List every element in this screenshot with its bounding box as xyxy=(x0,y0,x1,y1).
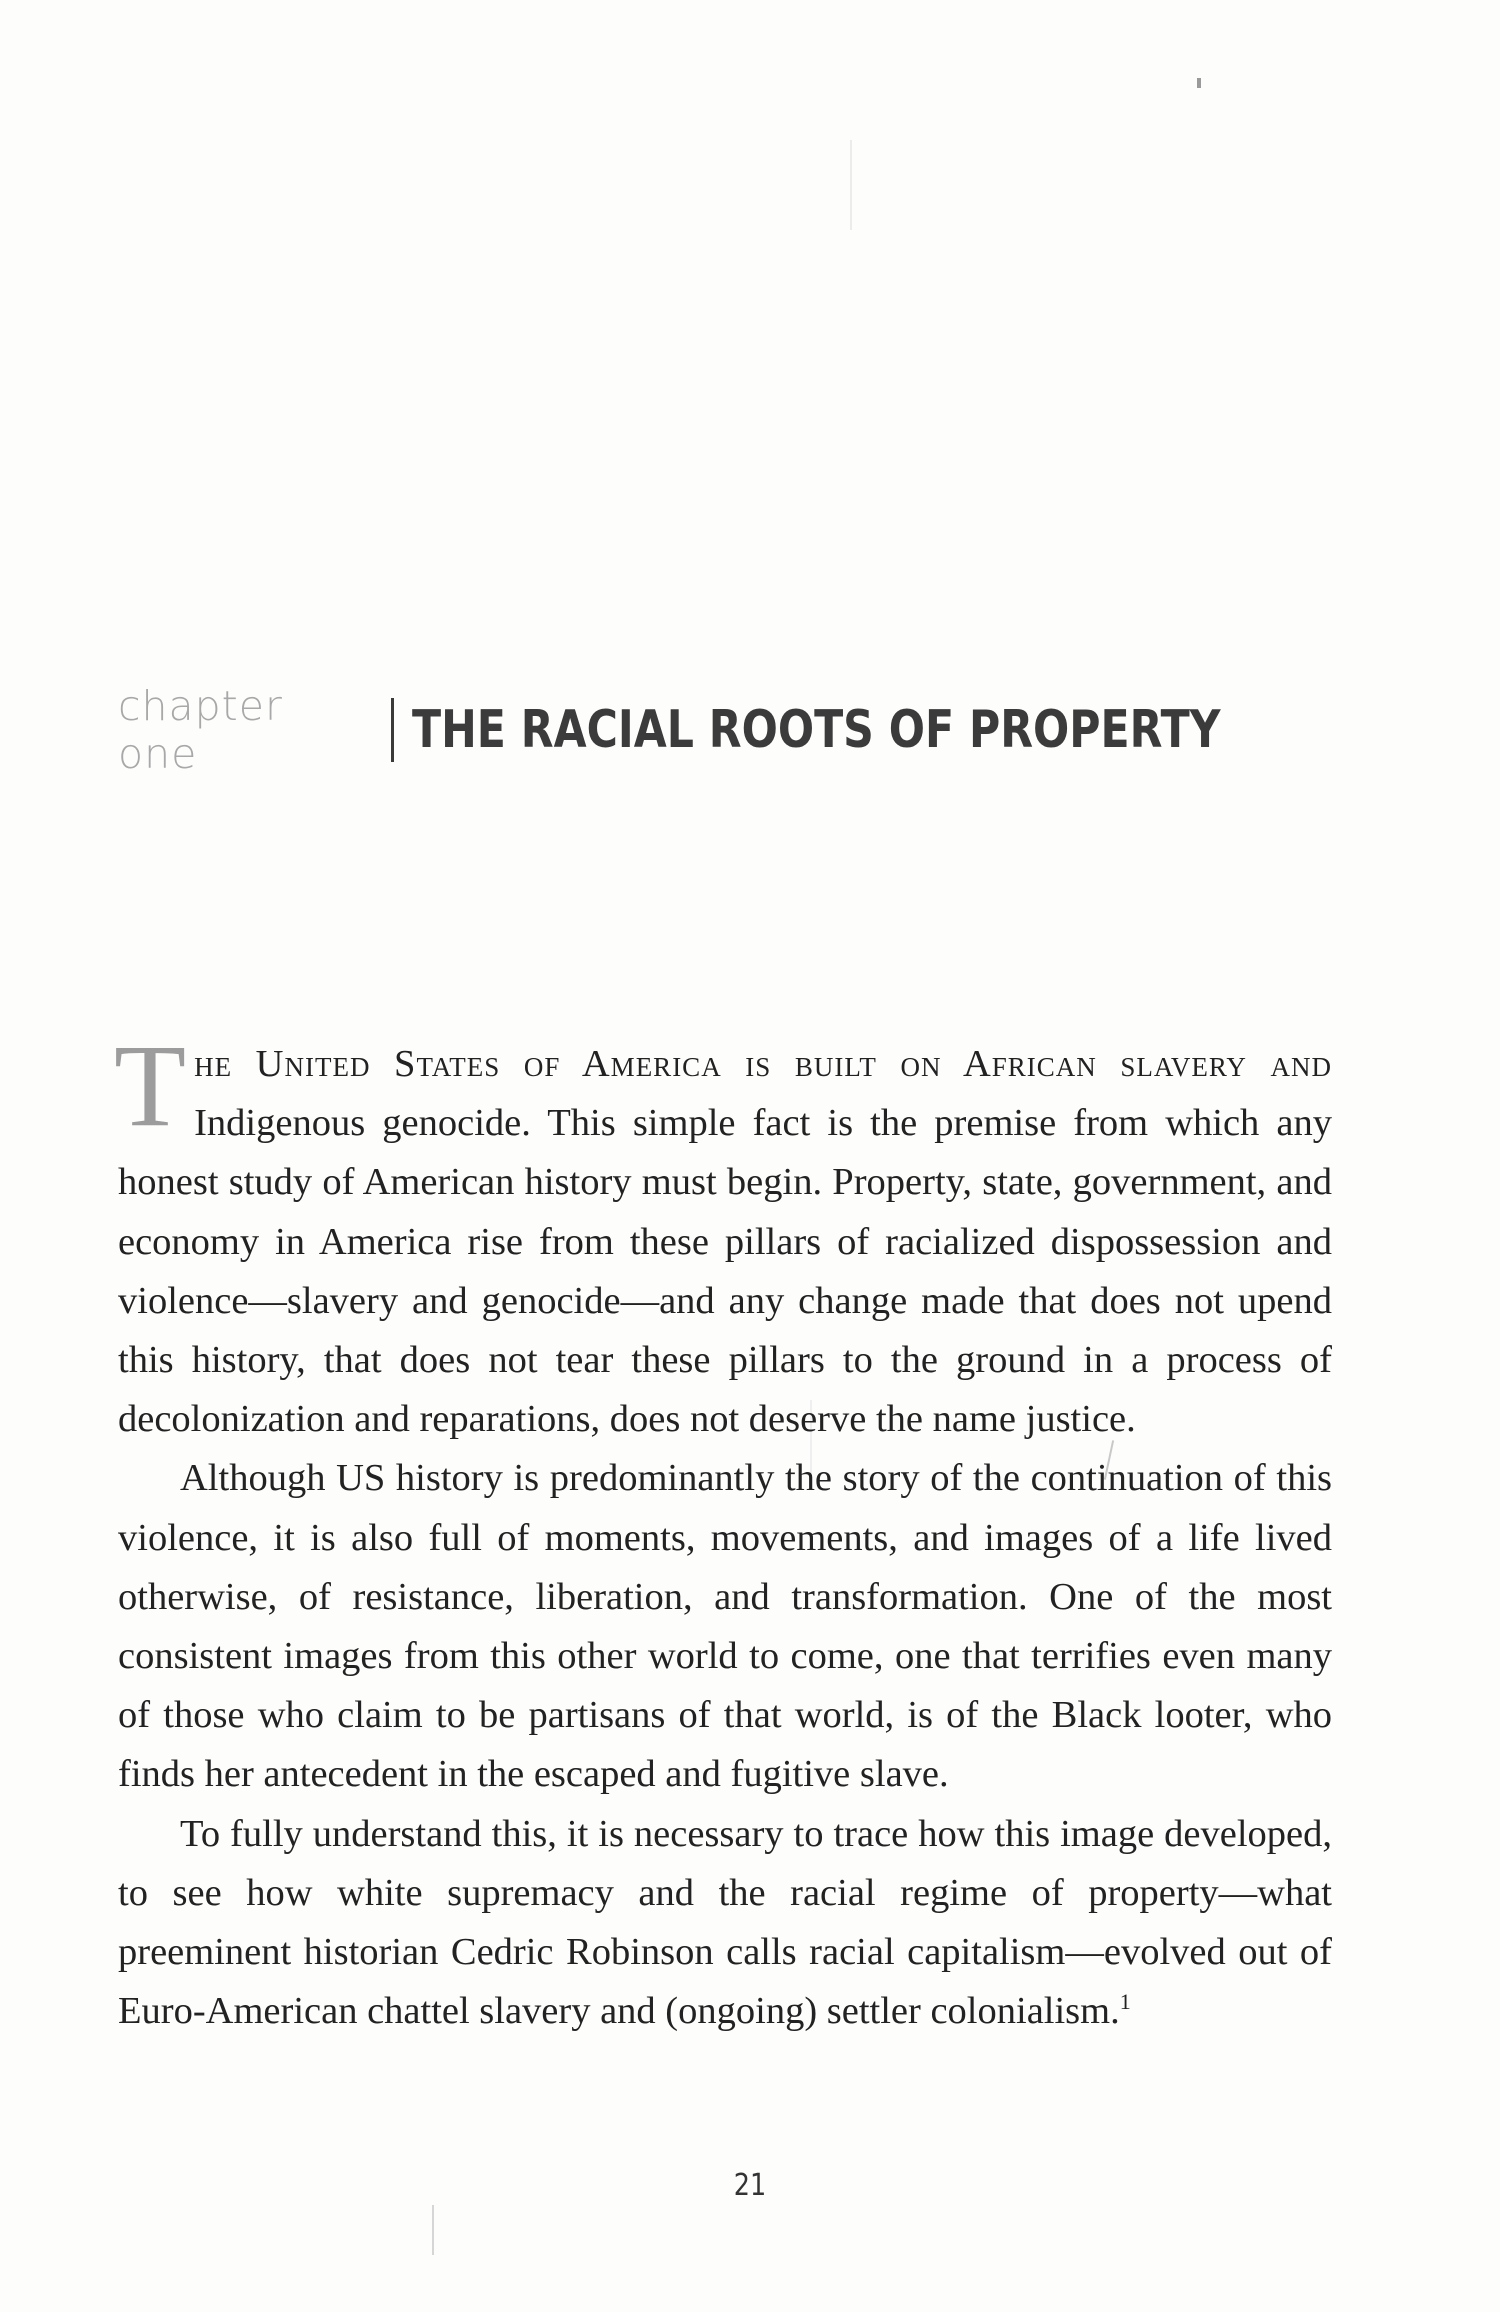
chapter-body xyxy=(114,1020,1332,2041)
footnote-marker[interactable]: 1 xyxy=(1119,1989,1131,2015)
chapter-divider xyxy=(391,698,394,762)
chapter-label: chapter one xyxy=(118,682,283,778)
scan-speck xyxy=(1197,78,1201,88)
chapter-heading xyxy=(118,682,1398,778)
drop-cap: T xyxy=(114,1020,187,1151)
opening-small-caps: he United States of America is built on African slavery and xyxy=(194,1043,1332,1085)
page-number: 21 xyxy=(733,2168,767,2203)
scan-streak xyxy=(432,2205,434,2255)
paragraph-1 xyxy=(114,1020,1332,1449)
paragraph-2: Although US history is predominantly the story of the continuation of this violence, it is also full of moments, movements, and images of a life lived otherwise, of resistance, liberation, and transformation. One of the most consistent images from this other world to come, one that terrifies even many of those who claim to be partisans of that world, is of the Black looter, who finds her antecedent in the escaped and fugitive slave. xyxy=(118,1457,1332,1796)
paragraph-1-text: Indigenous genocide. This simple fact is the premise from which any honest study of American history must begin. Property, state, government, and economy in America rise from these pillars of racialized dispossession and violence—slavery and genocide—and any change made that does not upend this history, that does not tear these pillars to the ground in a process of decolonization and reparations, does not deserve the name justice. xyxy=(118,1102,1332,1441)
chapter-title: THE RACIAL ROOTS OF PROPERTY xyxy=(411,700,1221,760)
scan-streak xyxy=(850,140,852,230)
paragraph-3 xyxy=(118,1805,1332,2042)
paragraph-3-text: To fully understand this, it is necessary to trace how this image developed, to see how white supremacy and the racial regime of property—what preeminent historian Cedric Robinson calls racial capitalism—evolved out of Euro-American chattel slavery and (ongoing) settler colonialism. xyxy=(118,1812,1332,2033)
